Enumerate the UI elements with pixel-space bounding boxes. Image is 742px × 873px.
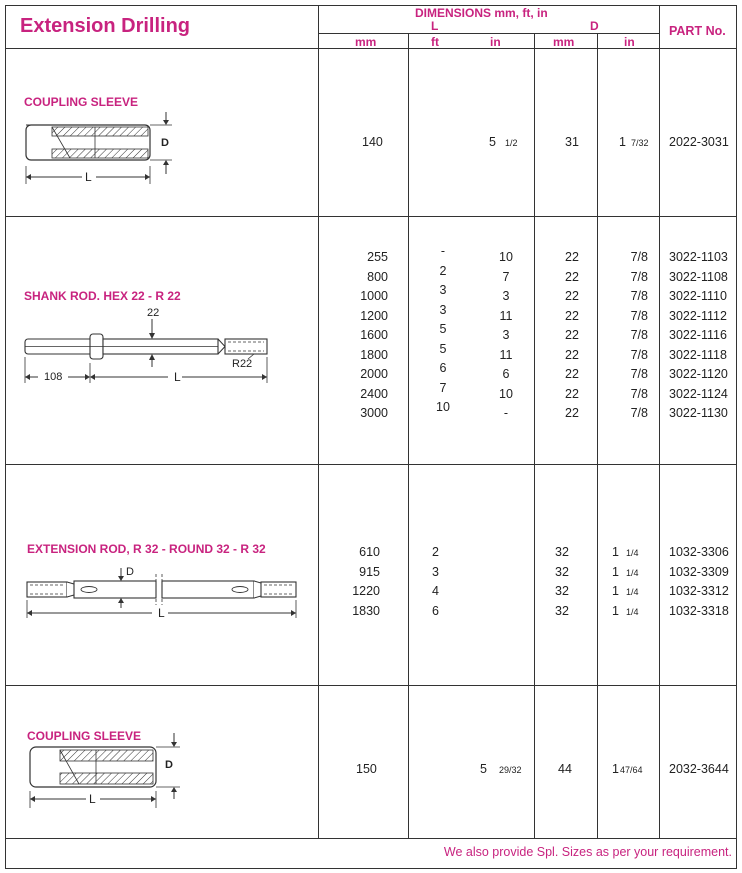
col-divider-part [659,5,660,838]
row1-product-name: COUPLING SLEEVE [24,95,139,109]
list-item: 22 [565,328,579,342]
row3-dim-D-label: D [126,566,134,578]
subheader-ft: ft [431,35,439,49]
list-item: 3022-1108 [669,269,728,284]
list-item: 1032-3309 [669,564,729,579]
list-item: 1/4 [626,606,639,617]
list-item: 3022-1124 [669,386,728,401]
list-item: 22 [565,250,579,264]
list-item: 915 [359,564,380,579]
list-item: 1 [612,584,619,598]
list-item: 22 [565,347,579,362]
list-item: 7/8 [630,308,648,323]
list-item: 255 [367,250,388,264]
row2-part-column [669,248,735,424]
row2-dim-22-label: 22 [147,307,160,319]
row4-dim-L-label: L [89,792,96,806]
list-item: 1220 [352,584,380,598]
row2-L-mm-column [340,248,388,424]
row2-D-mm-column [555,248,589,424]
list-item: 7/8 [630,269,648,284]
row1-D-in: 1 [619,135,626,149]
list-item: 1600 [360,328,388,342]
table-border-left [5,5,6,869]
subheader-d-mm: mm [553,35,575,49]
list-item: 3 [502,328,510,342]
row1-L-in-frac: 1/2 [505,138,518,148]
list-item: 3 [439,302,447,317]
row2-dim-L-label: L [174,370,181,384]
row2-L-ft-column [425,242,461,418]
list-item: 3 [439,283,447,297]
list-item: 6 [439,361,447,375]
subheader-mm: mm [355,35,377,49]
list-item: 2 [432,545,439,559]
row3-D-mm-column [555,543,575,621]
row1-D-in-frac: 7/32 [631,138,649,148]
row3-dim-L-label: L [158,606,165,620]
row2-D-in-column [606,248,648,424]
list-item: 7 [502,269,510,284]
list-item: 7/8 [630,289,648,303]
col-divider-dmm-din [597,33,598,838]
row4-D-mm: 44 [558,762,572,776]
header-L: L [431,19,439,33]
list-item: 32 [555,603,569,618]
row-divider-2 [5,464,737,465]
row1-dim-D-label: D [161,137,169,149]
header-D: D [590,19,599,33]
list-item: 7/8 [630,347,648,362]
subheader-in: in [490,35,501,49]
list-item: 32 [555,564,569,579]
list-item: 1 [612,545,619,559]
list-item: 2 [439,263,447,278]
list-item: 5 [439,341,447,356]
list-item: 5 [439,322,447,336]
row1-part-no: 2022-3031 [669,135,729,149]
list-item: 3022-1112 [669,308,727,323]
list-item: 3 [432,564,439,579]
list-item: 7/8 [630,406,648,420]
row3-D-in-column [612,543,622,621]
row2-L-in-column [488,248,524,424]
list-item: 1 [612,564,619,579]
list-item: - [440,244,446,258]
list-item: 11 [499,347,513,362]
col-divider-mm-ft [408,33,409,838]
list-item: 1/4 [626,548,639,558]
table-border-top [5,5,737,6]
list-item: 1/4 [626,567,639,578]
list-item: 7/8 [630,328,648,342]
list-item: 1032-3312 [669,584,729,598]
subheader-divider [318,33,660,34]
list-item: 1800 [360,347,388,362]
row2-product-name: SHANK ROD. HEX 22 - R 22 [24,289,181,303]
list-item: 1032-3318 [669,603,729,618]
table-border-right [736,5,737,869]
list-item: 22 [565,308,579,323]
list-item: 3022-1120 [669,367,728,381]
row3-L-ft-column [432,543,452,621]
row4-L-mm: 150 [356,762,377,776]
list-item: 32 [555,584,569,598]
list-item: 1200 [360,308,388,323]
row3-L-mm-column [340,543,380,621]
row3-part-column [669,543,735,621]
row3-D-in-frac-column [626,544,650,622]
row4-product-name: COUPLING SLEEVE [27,729,142,743]
list-item: 10 [499,386,513,401]
row4-dim-D-label: D [165,759,173,771]
list-item: 6 [432,603,439,618]
list-item: 22 [565,406,579,420]
list-item: 7/8 [630,367,648,381]
list-item: 7 [439,380,447,395]
list-item: 10 [436,400,450,414]
row-divider-1 [5,216,737,217]
row2-dim-R22-label: R22 [232,358,253,370]
list-item: 1/4 [626,587,639,597]
list-item: 1830 [352,603,380,618]
list-item: 3022-1130 [669,406,728,420]
list-item: 7/8 [630,250,648,264]
list-item: 22 [565,269,579,284]
row1-D-mm: 31 [565,135,579,149]
list-item: 22 [565,386,579,401]
list-item: 1 [612,603,619,618]
row4-L-in-frac: 29/32 [499,765,522,775]
subheader-d-in: in [624,35,635,49]
list-item: 22 [565,289,579,303]
list-item: 22 [565,367,579,381]
list-item: 7/8 [630,386,648,401]
list-item: 3022-1116 [669,328,727,342]
row-divider-3 [5,685,737,686]
row1-L-in: 5 [489,135,496,149]
list-item: 610 [359,545,380,559]
header-part-no: PART No. [669,24,726,38]
table-border-bottom [5,868,737,869]
row4-L-in: 5 [480,762,487,776]
row4-D-in: 1 [612,762,619,776]
list-item: 3022-1118 [669,347,727,362]
list-item: 1000 [360,289,388,303]
list-item: - [503,406,509,420]
col-divider-product [318,5,319,838]
list-item: 3 [502,289,510,303]
footer-note: We also provide Spl. Sizes as per your requirement. [443,845,732,859]
list-item: 800 [367,269,388,284]
footer-divider [5,838,737,839]
row2-dim-108-label: 108 [44,371,63,383]
coupling-sleeve-large-diagram [24,733,194,813]
col-divider-l-d [534,33,535,838]
row4-D-in-frac: 47/64 [620,765,643,775]
row1-dim-L-label: L [85,170,92,184]
list-item: 2000 [360,367,388,381]
list-item: 3022-1103 [669,250,728,264]
page-title: Extension Drilling [20,15,191,37]
list-item: 10 [499,250,513,264]
list-item: 3022-1110 [669,289,727,303]
row4-part-no: 2032-3644 [669,762,729,776]
row1-L-mm: 140 [362,135,383,149]
list-item: 11 [499,308,513,323]
list-item: 2400 [360,386,388,401]
list-item: 4 [432,584,439,598]
list-item: 32 [555,545,569,559]
dimensions-header: DIMENSIONS mm, ft, in [415,6,548,20]
row3-product-name: EXTENSION ROD, R 32 - ROUND 32 - R 32 [27,542,266,556]
list-item: 1032-3306 [669,545,729,559]
list-item: 6 [502,367,510,381]
list-item: 3000 [360,406,388,420]
